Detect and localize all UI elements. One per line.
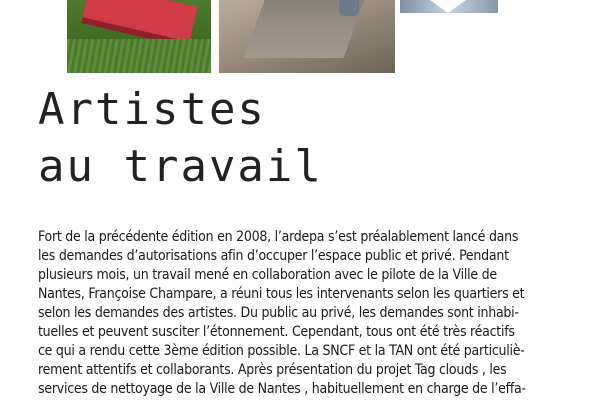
body-line: les demandes d’autorisations afin d’occuper l’espace public et privé. Pendant — [38, 248, 509, 264]
article-body — [38, 228, 562, 399]
body-line: services de nettoyage de la Ville de Nantes , habituellement en charge de l’effa- — [38, 381, 526, 397]
red-object — [82, 0, 197, 42]
body-line: Fort de la précédente édition en 2008, l’ardepa s’est préalablement lancé dans — [38, 229, 519, 245]
photo-red-object-on-grass — [67, 0, 211, 73]
person-legs — [339, 0, 359, 16]
photo-concrete-steps — [219, 0, 395, 73]
photo-sky — [400, 0, 498, 13]
body-line: ce qui a rendu cette 3ème édition possible. La SNCF et la TAN ont été particuliè- — [38, 343, 525, 359]
page-title-line-1: Artistes — [38, 84, 266, 135]
body-line: selon les demandes des artistes. Du public au privé, les demandes sont inhabi- — [38, 305, 519, 321]
body-line: rement attentifs et collaborants. Après présentation du projet Tag clouds , les — [38, 362, 507, 378]
page-title-line-2: au travail — [38, 141, 323, 192]
body-line: tuelles et peuvent susciter l’étonnement. Cependant, tous ont été très réactifs — [38, 324, 515, 340]
grass — [67, 39, 211, 73]
white-shape — [430, 0, 466, 13]
body-line: plusieurs mois, un travail mené en collaboration avec le pilote de la Ville de — [38, 267, 497, 283]
body-line: Nantes, Françoise Champare, a réuni tous les intervenants selon les quartiers et — [38, 286, 525, 302]
